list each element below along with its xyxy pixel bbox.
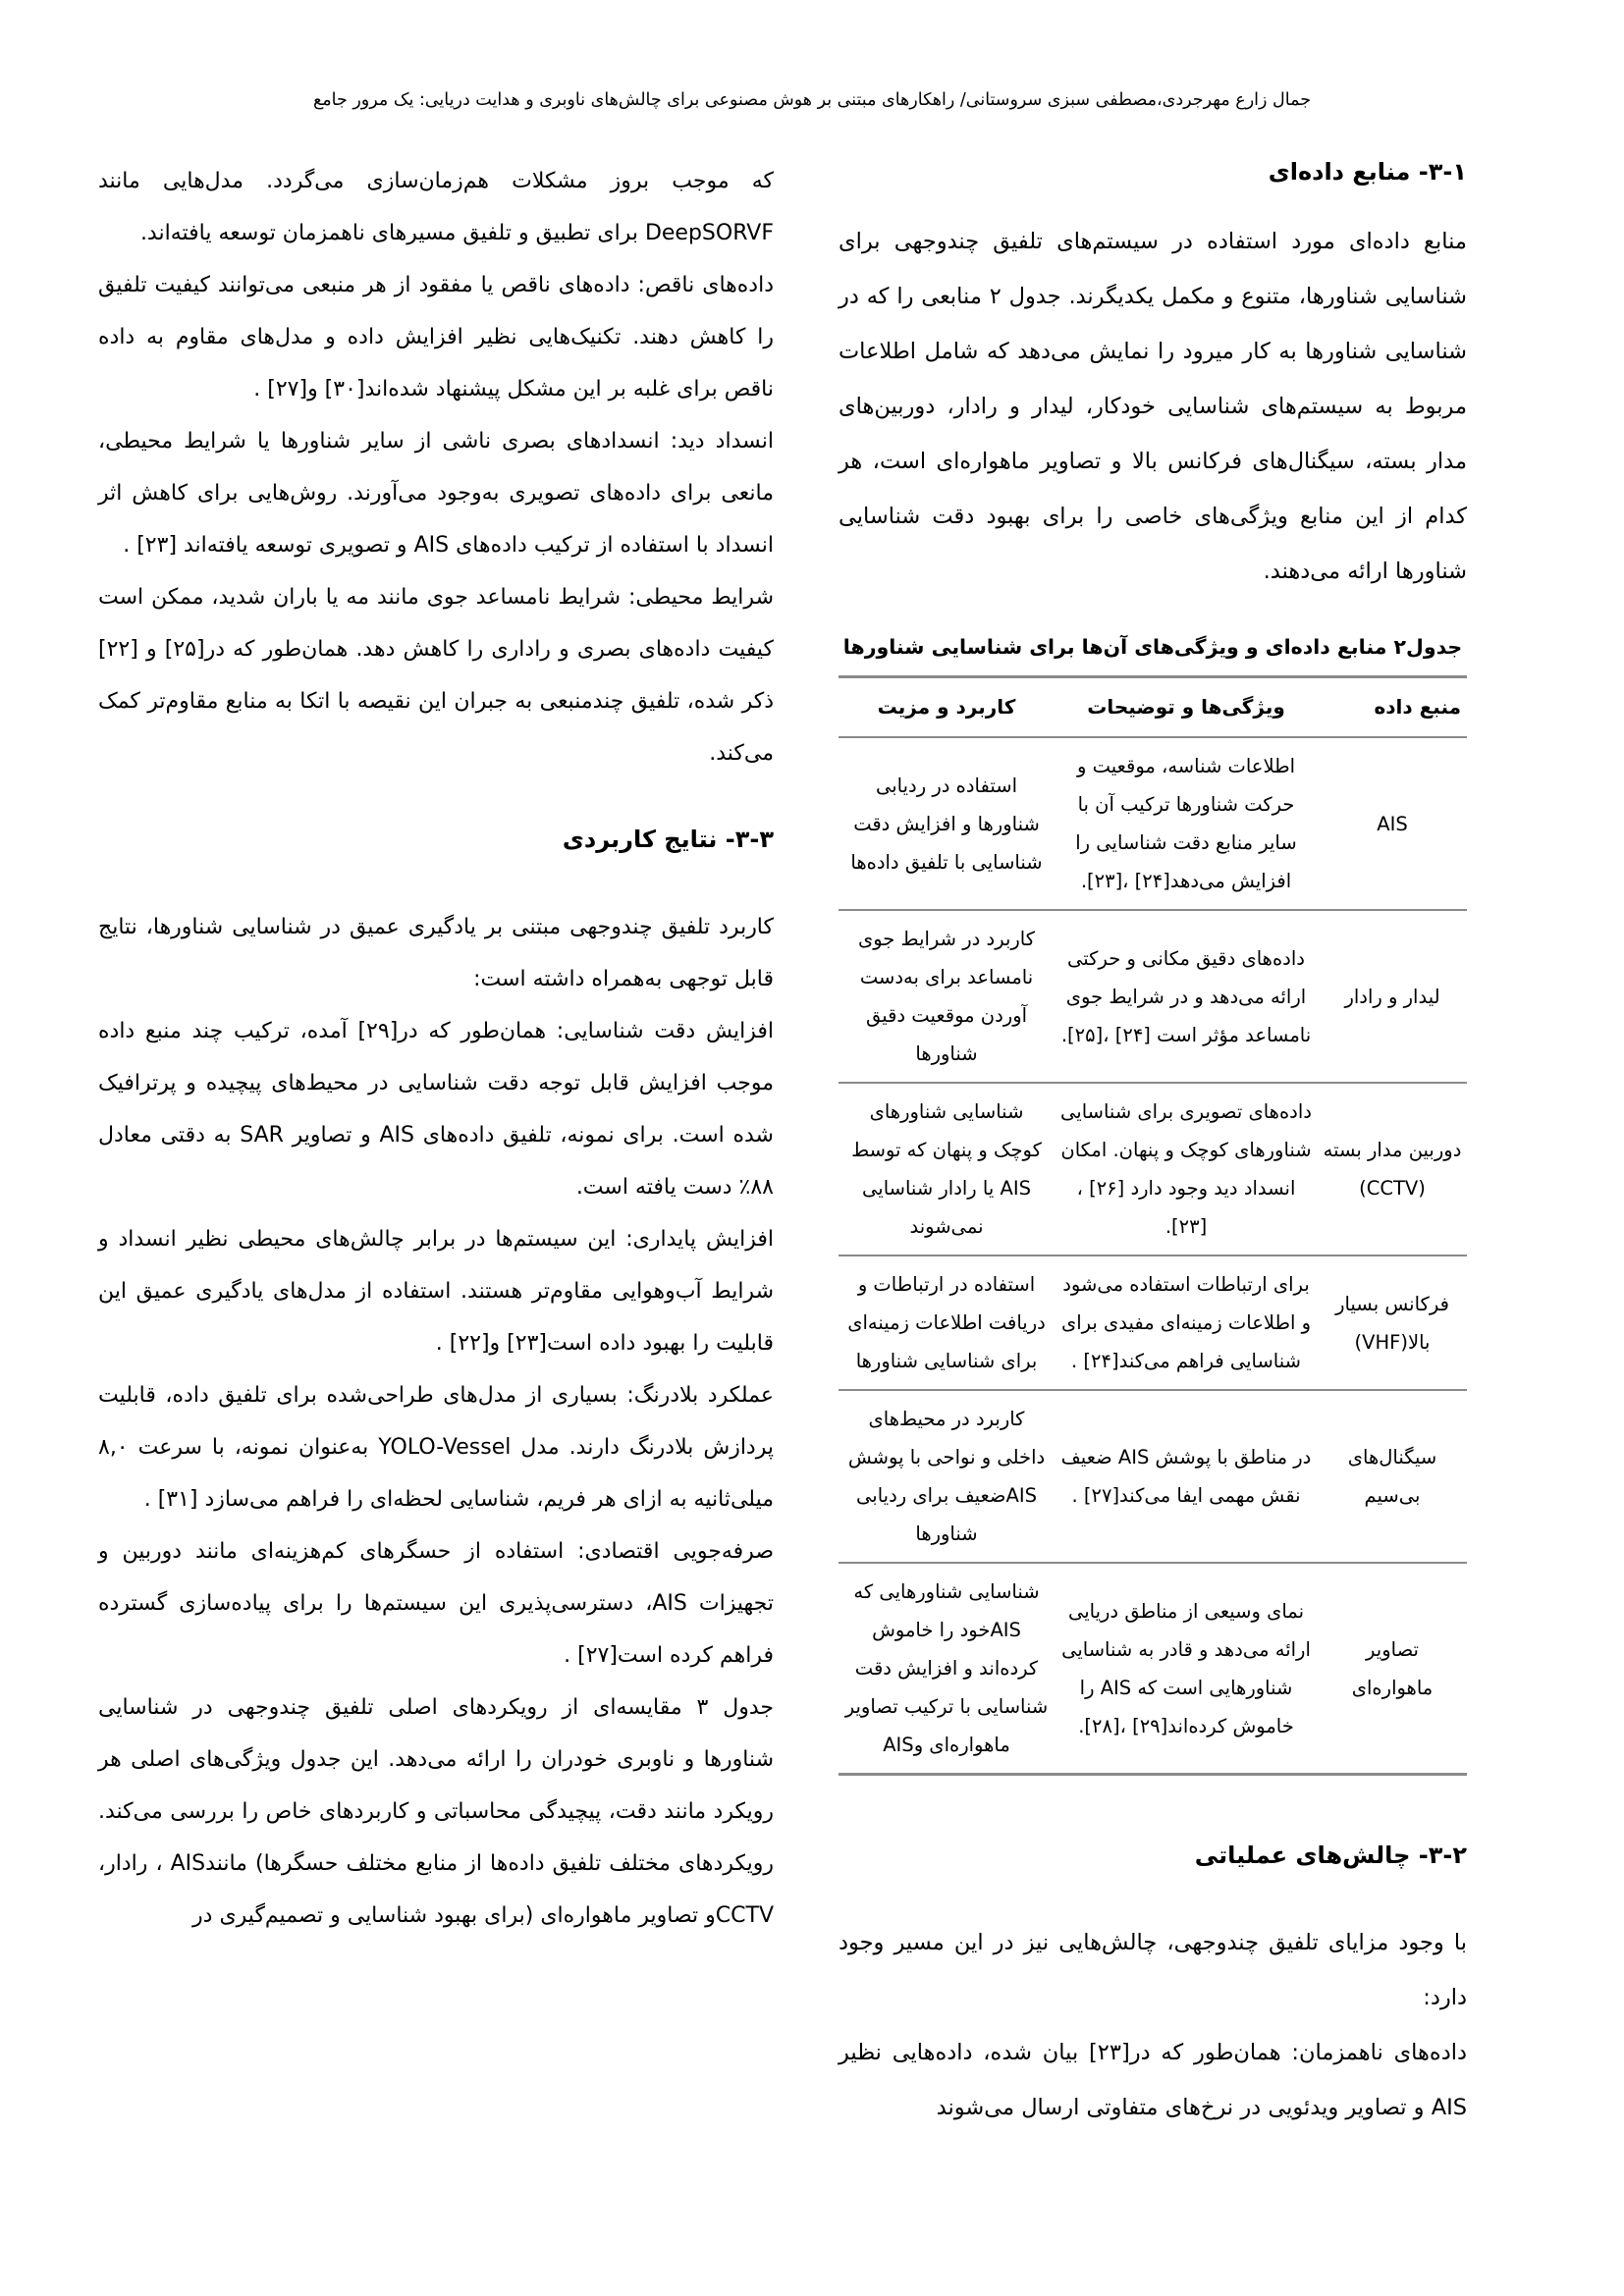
cell-features: داده‌های تصویری برای شناسایی شناورهای کوچک و پنهان. امکان انسداد دید وجود دارد [۲۶] ،[۲۳]. bbox=[1055, 1083, 1318, 1255]
cell-application: کاربرد در محیط‌های داخلی و نواحی با پوشش AISضعیف برای ردیابی شناورها bbox=[839, 1390, 1055, 1563]
cell-source: سیگنال‌های بی‌سیم bbox=[1318, 1390, 1467, 1563]
cell-application: استفاده در ردیابی شناورها و افزایش دقت شناسایی با تلفیق داده‌ها bbox=[839, 737, 1055, 910]
paragraph-sync-models: که موجب بروز مشکلات هم‌زمان‌سازی می‌گردد. مدل‌هایی مانند DeepSORVF برای تطبیق و تلفیق مسیرهای ناهمزمان توسعه یافته‌اند. bbox=[98, 169, 774, 245]
paragraph-realtime-performance: عملکرد بلادرنگ: بسیاری از مدل‌های طراحی‌شده برای تلفیق داده، قابلیت پردازش بلادرنگ دارند. مدل YOLO-Vessel به‌عنوان نمونه، با سرعت ۸,۰ میلی‌ثانیه به ازای هر فریم، شناسایی لحظه‌ای را فراهم می‌سازد [۳۱] . bbox=[98, 1383, 774, 1512]
section-heading-data-sources: ۳-۱- منابع داده‌ای bbox=[1268, 158, 1467, 186]
col-header-source: منبع داده bbox=[1318, 677, 1467, 738]
cell-source: لیدار و رادار bbox=[1318, 910, 1467, 1083]
right-column bbox=[839, 155, 1467, 2135]
cell-application: استفاده در ارتباطات و دریافت اطلاعات زمینه‌ای برای شناسایی شناورها bbox=[839, 1255, 1055, 1390]
cell-application: شناسایی شناورهای کوچک و پنهان که توسط AIS یا رادار شناسایی نمی‌شوند bbox=[839, 1083, 1055, 1255]
paragraph-data-sources: منابع داده‌ای مورد استفاده در سیستم‌های تلفیق چندوجهی برای شناسایی شناورها، متنوع و مکمل یکدیگرند. جدول ۲ منابعی را که در شناسایی شناورها به کار میرود را نمایش می‌دهد که شامل اطلاعات مربوط به سیستم‌های شناسایی خودکار، لیدار و رادار، دوربین‌های مدار بسته، سیگنال‌های فرکانس بالا و تصاویر ماهواره‌ای است، هر کدام از این منابع ویژگی‌های خاصی را برای بهبود دقت شناسایی شناورها ارائه می‌دهند. bbox=[839, 229, 1468, 584]
left-column bbox=[98, 155, 774, 1942]
cell-application: کاربرد در شرایط جوی نامساعد برای به‌دست آوردن موقعیت دقیق شناورها bbox=[839, 910, 1055, 1083]
cell-source: AIS bbox=[1318, 737, 1467, 910]
table2-header-row bbox=[839, 677, 1467, 738]
running-header: جمال زارع مهرجردی،مصطفی سبزی سروستانی/ راهکارهای مبتنی بر هوش مصنوعی برای چالش‌های ناوبری و هدایت دریایی: یک مرور جامع bbox=[312, 90, 1312, 110]
paragraph-table3-description: جدول ۳ مقایسه‌ای از رویکردهای اصلی تلفیق چندوجهی در شناسایی شناورها و ناوبری خودران را ارائه می‌دهد. این جدول ویژگی‌های اصلی هر رویکرد مانند دقت، پیچیدگی محاسباتی و کاربردهای خاص را بررسی می‌کند. رویکردهای مختلف تلفیق داده‌ها از منابع مختلف حسگرها) مانندAIS ، رادار، CCTVو تصاویر ماهواره‌ای (برای بهبود شناسایی و تصمیم‌گیری در bbox=[98, 1695, 775, 1928]
cell-features: داده‌های دقیق مکانی و حرکتی ارائه می‌دهد و در شرایط جوی نامساعد مؤثر است [۲۴] ،[۲۵]. bbox=[1055, 910, 1318, 1083]
section-heading-applied-results: ۳-۳- نتایج کاربردی bbox=[562, 826, 774, 853]
paragraph-cost-saving: صرفه‌جویی اقتصادی: استفاده از حسگرهای کم‌هزینه‌ای مانند دوربین و تجهیزات AIS، دسترسی‌پذیری این سیستم‌ها را برای پیاده‌سازی گسترده فراهم کرده است[۲۷] . bbox=[98, 1539, 774, 1668]
two-column-content bbox=[98, 155, 1467, 2135]
table-row-wireless bbox=[839, 1390, 1467, 1563]
table-row-cctv bbox=[839, 1083, 1467, 1255]
cell-source: دوربین مدار بسته (CCTV) bbox=[1318, 1083, 1467, 1255]
paragraph-results-intro: کاربرد تلفیق چندوجهی مبتنی بر یادگیری عمیق در شناسایی شناورها، نتایج قابل توجهی به‌همراه داشته است: bbox=[98, 915, 774, 991]
cell-features: اطلاعات شناسه، موقعیت و حرکت شناورها ترکیب آن با سایر منابع دقت شناسایی را افزایش می‌دهد[۲۴] ،[۲۳]. bbox=[1055, 737, 1318, 910]
cell-features: در مناطق با پوشش AIS ضعیف نقش مهمی ایفا می‌کند[۲۷] . bbox=[1055, 1390, 1318, 1563]
table-row-vhf bbox=[839, 1255, 1467, 1390]
cell-source: فرکانس بسیار بالا(VHF) bbox=[1318, 1255, 1467, 1390]
paragraph-challenges-intro: با وجود مزایای تلفیق چندوجهی، چالش‌هایی نیز در این مسیر وجود دارد: bbox=[839, 1930, 1467, 2010]
table-row-ais bbox=[839, 737, 1467, 910]
col-header-application: کاربرد و مزیت bbox=[839, 677, 1055, 738]
table2-caption: جدول۲ منابع داده‌ای و ویژگی‌های آن‌ها برای شناسایی شناورها bbox=[842, 635, 1463, 659]
table-row-satellite bbox=[839, 1563, 1467, 1775]
paragraph-async-data: داده‌های ناهمزمان: همان‌طور که در[۲۳] بیان شده، داده‌هایی نظیر AIS و تصاویر ویدئویی در نرخ‌های متفاوتی ارسال می‌شوند bbox=[839, 2040, 1467, 2120]
cell-features: برای ارتباطات استفاده می‌شود و اطلاعات زمینه‌ای مفیدی برای شناسایی فراهم می‌کند[۲۴] . bbox=[1055, 1255, 1318, 1390]
paragraph-environmental-conditions: شرایط محیطی: شرایط نامساعد جوی مانند مه یا باران شدید، ممکن است کیفیت داده‌های بصری و راداری را کاهش دهد. همان‌طور که در[۲۵] و [۲۲] ذکر شده، تلفیق چندمنبعی به جبران این نقیصه با اتکا به منابع مقاوم‌تر کمک می‌کند. bbox=[98, 585, 775, 766]
cell-application: شناسایی شناورهایی که AISخود را خاموش کرده‌اند و افزایش دقت شناسایی با ترکیب تصاویر ماهواره‌ای وAIS bbox=[844, 1580, 1049, 1756]
table-row-lidar-radar bbox=[839, 910, 1467, 1083]
cell-features: نمای وسیعی از مناطق دریایی ارائه می‌دهد و قادر به شناسایی شناورهایی است که AIS را خاموش کرده‌اند[۲۹] ،[۲۸]. bbox=[1061, 1599, 1311, 1737]
paragraph-robustness: افزایش پایداری: این سیستم‌ها در برابر چالش‌های محیطی نظیر انسداد و شرایط آب‌وهوایی مقاوم‌تر هستند. استفاده از مدل‌های یادگیری عمیق این قابلیت را بهبود داده است[۲۳] و[۲۲] . bbox=[98, 1227, 774, 1356]
paragraph-accuracy-increase: افزایش دقت شناسایی: همان‌طور که در[۲۹] آمده، ترکیب چند منبع داده موجب افزایش قابل توجه دقت شناسایی در محیط‌های پیچیده و پرترافیک شده است. برای نمونه، تلفیق داده‌های AIS و تصاویر SAR به دقتی معادل ۸۸٪ دست یافته است. bbox=[98, 1019, 775, 1200]
paragraph-occlusion: انسداد دید: انسدادهای بصری ناشی از سایر شناورها یا شرایط محیطی، مانعی برای داده‌های تصویری به‌وجود می‌آورند. روش‌هایی برای کاهش اثر انسداد با استفاده از ترکیب داده‌های AIS و تصویری توسعه یافته‌اند [۲۳] . bbox=[98, 429, 774, 558]
paragraph-incomplete-data: داده‌های ناقص: داده‌های ناقص یا مفقود از هر منبعی می‌توانند کیفیت تلفیق را کاهش دهند. تکنیک‌هایی نظیر افزایش داده و مدل‌های مقاوم به داده ناقص برای غلبه بر این مشکل پیشنهاد شده‌اند[۳۰] و[۲۷] . bbox=[98, 273, 774, 401]
col-header-features: ویژگی‌ها و توضیحات bbox=[1055, 677, 1318, 738]
table2 bbox=[839, 675, 1467, 1776]
cell-source: تصاویر ماهواره‌ای bbox=[1351, 1637, 1434, 1699]
section-heading-operational-challenges: ۳-۲- چالش‌های عملیاتی bbox=[1194, 1842, 1467, 1869]
